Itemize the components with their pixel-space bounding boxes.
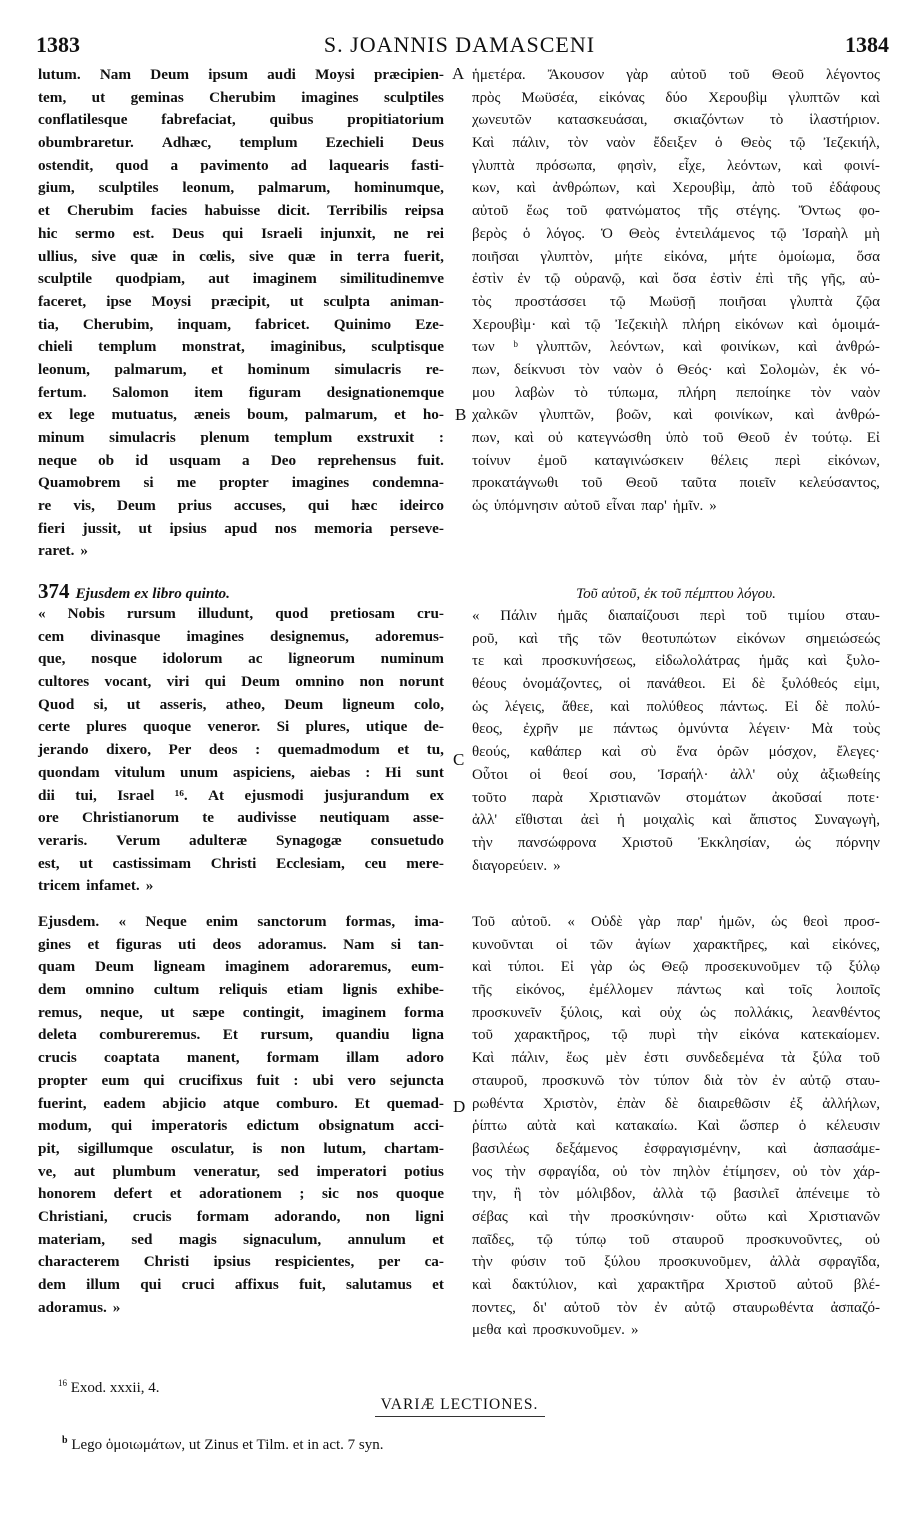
text-line: Οὗτοι οἱ θεοί σου, Ἰσραήλ· ἀλλ' οὐχ ἀξιωθείης — [472, 766, 880, 783]
section-number: 374 — [38, 579, 70, 603]
text-line: tia, Cherubim, inquam, fabricet. Quinimo Eze- — [38, 315, 444, 333]
text-line: « Πάλιν ἡμᾶς διαπαίζουσι περὶ τοῦ τιμίου σταυ- — [472, 608, 880, 624]
text-line: gium, sculptiles leonum, palmarum, hominumque, — [38, 179, 444, 197]
text-line: tem, ut geminas Cherubim imagines sculptiles — [38, 88, 444, 106]
text-line: χαλκῶν γλυπτῶν, βοῶν, καὶ φοινίκων, καὶ ἀνθρώ- — [472, 407, 880, 424]
variae-title: VARIÆ LECTIONES. — [380, 1396, 539, 1413]
text-line: κων, καὶ ἀνθρώπων, καὶ Χερουβὶμ, ἀπὸ τοῦ ἐδάφους — [472, 180, 880, 197]
text-line: pit, sigillumque osculatur, is non lutum, chartam- — [38, 1139, 444, 1157]
text-line: raret. » — [38, 542, 88, 560]
text-line: fertum. Salomon item figuram designationemque — [38, 383, 444, 401]
text-line: νος τὴν σφραγίδα, οὐ τὸν πηλὸν ἐτίμησεν, οὐ τὸν χάρ- — [472, 1163, 880, 1180]
text-line: ὡς ὑπόμνησιν αὐτοῦ εἶναι παρ' ἡμῖν. » — [472, 498, 717, 515]
text-line: θέους ὀνομάζοντες, οἱ πανάθεοι. Εἰ δὲ ξυλόθεός εἰμι, — [472, 676, 880, 693]
text-line: tricem infamet. » — [38, 877, 154, 895]
text-line: τὴν πανσώφρονα Χριστοῦ Ἐκκλησίαν, ὡς πόρνην — [472, 834, 880, 851]
text-line: conflatilesque fabrefaciat, quibus propitiatorium — [38, 111, 444, 129]
text-line: τὴν φύσιν τοῦ ξύλου προσκυνοῦμεν, ἀλλὰ σφραγῖδα, — [472, 1254, 880, 1271]
text-line: πων, δείκνυσι τὸν ναὸν ὁ Θεός· καὶ Σολομὼν, ἐκ νό- — [472, 361, 880, 378]
text-line: propter eum qui crucifixus fuit : ubi vero sejuncta — [38, 1071, 444, 1089]
text-line: Καὶ πάλιν, τὸν ναὸν ἔδειξεν ὁ Θεὸς τῷ Ἰεζεκιήλ, — [472, 135, 880, 152]
variant-mark: b — [62, 1435, 68, 1446]
text-line: προσκυνεῖν ξύλοις, καὶ οὐχ ὡς πολλάκις, λεανθέντος — [472, 1004, 880, 1021]
text-line: « Nobis rursum illudunt, quod pretiosam cru- — [38, 605, 444, 622]
text-line: ve, aut plumbum veneratur, sed imperatori potius — [38, 1162, 444, 1180]
section-marker-a: A — [452, 64, 465, 83]
footnote-text: Exod. xxxii, 4. — [70, 1380, 160, 1396]
text-line: et Cherubim facies habuisse dicit. Terribilis reipsa — [38, 202, 444, 220]
text-line: minum simulacris plenum templum exstruxit : — [38, 429, 444, 446]
text-line: re vis, Deum prius accuses, qui hæc ideirco — [38, 497, 444, 515]
text-line: κυνοῦνται οἱ τῶν ἁγίων χαρακτῆρες, καὶ εἰκόνες, — [472, 936, 880, 953]
text-line: θεούς, καθάπερ καὶ σὺ ἕνα ὁρῶν μόσχον, ἔλεγες· — [472, 744, 880, 761]
greek-section-heading — [472, 580, 880, 607]
latin-block-bottom — [38, 911, 444, 1319]
text-line: ποιῆσαι γλυπτὸν, μήτε εἰκόνα, μήτε ὁμοίωμα, ὅσα — [472, 248, 880, 265]
text-line: Ejusdem. « Neque enim sanctorum formas, ima- — [38, 913, 444, 930]
text-line: ἀλλ' εἴθισται ἀεὶ ἡ μοιχαλὶς καὶ ἄπιστος Συναγωγὴ, — [472, 812, 880, 829]
text-line: hic sermo est. Deus qui Israeli injunxit, ne rei — [38, 224, 444, 242]
text-line: θεος, ἐχρῆν με πάντως ὀμνύντα λέγειν· Μὰ τοὺς — [472, 721, 880, 738]
text-line: fuerint, eadem abjicio atque comburo. Et quemad- — [38, 1094, 444, 1112]
text-line: την, ἢ τὸν μόλιβδον, ἀλλὰ τῷ βασιλεῖ ἀπένειμε τὸ — [472, 1186, 880, 1203]
text-line: Christiani, crucis formam adorando, non ligni — [38, 1207, 444, 1225]
text-line: honorem defert et adorationem ; sic nos quoque — [38, 1185, 444, 1203]
text-line: σέβας καὶ τὴν προσκύνησιν· οὕτω καὶ Χριστιανῶν — [472, 1208, 880, 1225]
text-line: adoramus. » — [38, 1298, 121, 1316]
text-line: characterem Christi ipsius respicientes, per ca- — [38, 1253, 444, 1271]
text-line: dii tui, Israel ¹⁶. At ejusmodi jusjurandum ex — [38, 786, 444, 804]
heading-rule — [375, 1416, 545, 1417]
section-marker-c: C — [453, 750, 465, 769]
text-line: cultores vocant, viri qui Deum omnino non norunt — [38, 673, 444, 691]
text-line: ἡμετέρα. Ἄκουσον γὰρ αὐτοῦ τοῦ Θεοῦ λέγοντος — [472, 67, 880, 83]
text-line: καὶ δακτύλιον, καὶ χαρακτῆρα Χριστοῦ αὐτοῦ βλέ- — [472, 1277, 880, 1293]
text-line: σταυροῦ, προσκυνῶ τὸν τύπον διὰ τὸν ἐν αὐτῷ σταυ- — [472, 1072, 880, 1089]
greek-section-title: Τοῦ αὐτοῦ, ἐκ τοῦ πέμπτου λόγου. — [576, 585, 776, 602]
text-line: ροῦ, καὶ τῆς τῶν θεοτυπώτων εἰκόνων σημειώσεώς — [472, 630, 880, 647]
text-line: τῆς εἰκόνος, ἐμέλλομεν πάντως καὶ τοῖς λοιποῖς — [472, 982, 880, 999]
greek-block-top — [472, 64, 880, 518]
text-line: Quamobrem si me propter imagines condemna- — [38, 474, 444, 492]
text-line: est, ut castissimam Christi Ecclesiam, ceu mere- — [38, 854, 444, 872]
text-line: dem omnino cultum reliquis etiam lignis exhibe- — [38, 981, 444, 999]
text-line: παῖδες, τῷ τύπῳ τοῦ σταυροῦ προσκυνοῦντες, οὐ — [472, 1231, 880, 1248]
text-line: Quod si, ut asseris, atheo, Deum ligneum colo, — [38, 695, 444, 713]
text-line: lutum. Nam Deum ipsum audi Moysi præcipien- — [38, 66, 444, 83]
text-line: μου λαβὼν τὸ τύπωμα, πλήρη πεποίηκε τὸν ναὸν — [472, 384, 880, 401]
text-line: τοῦτο παρὰ Χριστιανῶν στομάτων ἀκοῦσαί ποτε· — [472, 789, 880, 806]
text-line: ore Christianorum te audivisse neutiquam asse- — [38, 809, 444, 827]
text-line: τοίνυν ἐμοῦ καταγινώσκειν θέλεις περὶ εἰκόνων, — [472, 452, 880, 469]
greek-block-middle — [472, 605, 880, 877]
text-line: quondam vitulum unum aspiciens, aiebas : Hi sunt — [38, 763, 444, 781]
text-line: veraris. Verum adulteræ Synagogæ consuetudo — [38, 831, 444, 849]
text-line: Χερουβὶμ· καὶ τῷ Ἰεζεκιὴλ πλήρη εἰκόνων καὶ ὁμοιμά- — [472, 316, 880, 333]
text-line: quam Deum ligneam imaginem adoraremus, eum- — [38, 958, 444, 976]
latin-block-top — [38, 64, 444, 563]
variant-reading — [62, 1435, 384, 1454]
text-line: πρὸς Μωϋσέα, εἰκόνας δύο Χερουβὶμ γλυπτῶν καὶ — [472, 89, 880, 106]
latin-section-title: Ejusdem ex libro quinto. — [75, 585, 230, 602]
text-line: μεθα καὶ προσκυνοῦμεν. » — [472, 1322, 639, 1339]
text-line: ποντες, δι' αὐτοῦ τὸν ἐν αὐτῷ σταυρωθέντα ἀσπαζό- — [472, 1299, 880, 1316]
variant-text: Lego ὁμοιωμάτων, ut Zinus et Tilm. et in act. 7 syn. — [71, 1437, 384, 1453]
right-page-number: 1384 — [845, 32, 889, 57]
text-line: certe plures quoque veneror. Si plures, utique de- — [38, 718, 444, 736]
text-line: modum, qui imperatoris edictum obsignatum acci- — [38, 1117, 444, 1135]
latin-block-middle — [38, 603, 444, 898]
text-line: chieli templum monstrat, imaginibus, sculptisque — [38, 338, 444, 356]
text-line: ρωθέντα Χριστὸν, ἐπὰν δὲ διαιρεθῶσιν ἐξ ἀλλήλων, — [472, 1095, 880, 1112]
text-line: dem illum qui cruci affixus fuit, salutamus et — [38, 1276, 444, 1293]
text-line: faceret, ipse Moysi præcipit, ut sculpta animan- — [38, 292, 444, 310]
text-line: gines et figuras uti deos adoramus. Nam si tan- — [38, 935, 444, 953]
variae-lectiones-heading — [0, 1396, 919, 1417]
text-line: ullius, sive quæ in cœlis, sive quæ in terra fuerit, — [38, 247, 444, 265]
text-line: cem divinasque imagines designemus, adoremus- — [38, 627, 444, 645]
text-line: leonum, palmarum, et hominum simulacris re- — [38, 360, 444, 378]
text-line: τε καὶ προσκυνήσεως, εἰδωλολάτρας ἡμᾶς καὶ ξυλο- — [472, 653, 880, 670]
text-line: materiam, sed magis signaculum, annulum et — [38, 1230, 444, 1248]
text-line: αὐτοῦ ἕως τοῦ φατνώματος τῆς στέγης. Ὄντως φο- — [472, 203, 880, 220]
text-line: τοῦ χαρακτῆρος, τῷ πυρὶ τὴν εἰκόνα κατεκαίομεν. — [472, 1027, 880, 1044]
text-line: καὶ τύποι. Εἰ γὰρ ὡς Θεῷ προσεκυνοῦμεν τῷ ξύλῳ — [472, 959, 880, 976]
section-marker-b: B — [455, 405, 467, 424]
greek-block-bottom — [472, 911, 880, 1342]
text-line: remus, neque, ut sæpe contingit, imaginem forma — [38, 1003, 444, 1021]
text-line: deleta combureremus. Et rursum, quandiu ligna — [38, 1026, 444, 1044]
text-line: βασιλέως δεξάμενος ἐσφραγισμένην, καὶ ἀσπασάμε- — [472, 1140, 880, 1157]
latin-section-heading — [38, 578, 444, 605]
text-line: χωνευτῶν κατασκευάσαι, σκιαζόντων τὸ ἱλαστήριον. — [472, 112, 880, 129]
text-line: que, nosque idolorum ac ligneorum numinum — [38, 650, 444, 668]
text-line: ῥίπτω αὐτὰ καὶ κατακαίω. Καὶ ὥσπερ ὁ κέλευσιν — [472, 1118, 880, 1135]
text-line: jerando dixero, Per deos : quemadmodum et tu, — [38, 741, 444, 759]
text-line: γλυπτὰ πρόσωπα, φησὶν, εἶχε, λεόντων, καὶ φοινί- — [472, 157, 880, 174]
text-line: ex lege mutuatus, æneis boum, palmarum, et ho- — [38, 406, 444, 424]
text-line: ἐστὶν ἐν τῷ οὐρανῷ, καὶ ὅσα ἐστὶν ἐπὶ τῆς γῆς, αὐ- — [472, 271, 880, 288]
running-title: S. JOANNIS DAMASCENI — [323, 32, 596, 57]
footnote-mark: 16 — [58, 1378, 67, 1388]
text-line: προκατάγνωθι τοῦ Θεοῦ ταῦτα ποιεῖν κελεύσαντος, — [472, 475, 880, 492]
text-line: πων, καὶ οὐ κατεγνώσθη ὑπὸ τοῦ Θεοῦ ἐν τούτῳ. Εἰ — [472, 430, 880, 446]
text-line: neque ob id usquam a Deo reprehensus fuit. — [38, 451, 444, 469]
text-line: διαγορεύειν. » — [472, 857, 561, 874]
text-line: βερὸς ὁ λόγος. Ὁ Θεὸς ἐντειλάμενος τῷ Ἰσραὴλ μὴ — [472, 225, 880, 242]
text-line: Καὶ πάλιν, ἕως μὲν ἐστι συνδεδεμένα τὰ ξύλα τοῦ — [472, 1050, 880, 1067]
text-line: ὡς λέγεις, ἄθεε, καὶ πολύθεος πάντως. Εἰ δὲ πολύ- — [472, 698, 880, 715]
section-marker-d: D — [453, 1097, 466, 1116]
text-line: fieri jussit, ut ipsius apud nos memoria perseve- — [38, 519, 444, 537]
text-line: τὸς προστάσσει τῷ Μωϋσῇ ποιῆσαι γλυπτὰ ζῷα — [472, 293, 880, 310]
text-line: των ᵇ γλυπτῶν, λεόντων, καὶ φοινίκων, καὶ ἀνθρώ- — [472, 339, 880, 356]
left-page-number: 1383 — [36, 32, 80, 57]
running-header — [0, 32, 919, 62]
footnote — [58, 1378, 160, 1397]
text-line: sculptile quodpiam, aut imaginem similitudinemve — [38, 270, 444, 288]
text-line: obumbraretur. Adhæc, templum Ezechieli Deus — [38, 134, 444, 152]
text-line: crucis coaptata manent, formam illam adoro — [38, 1049, 444, 1067]
text-line: ostendit, quod a pavimento ad laquearis fasti- — [38, 156, 444, 174]
text-line: Τοῦ αὐτοῦ. « Οὐδὲ γὰρ παρ' ἡμῶν, ὡς θεοὶ προσ- — [472, 914, 880, 930]
